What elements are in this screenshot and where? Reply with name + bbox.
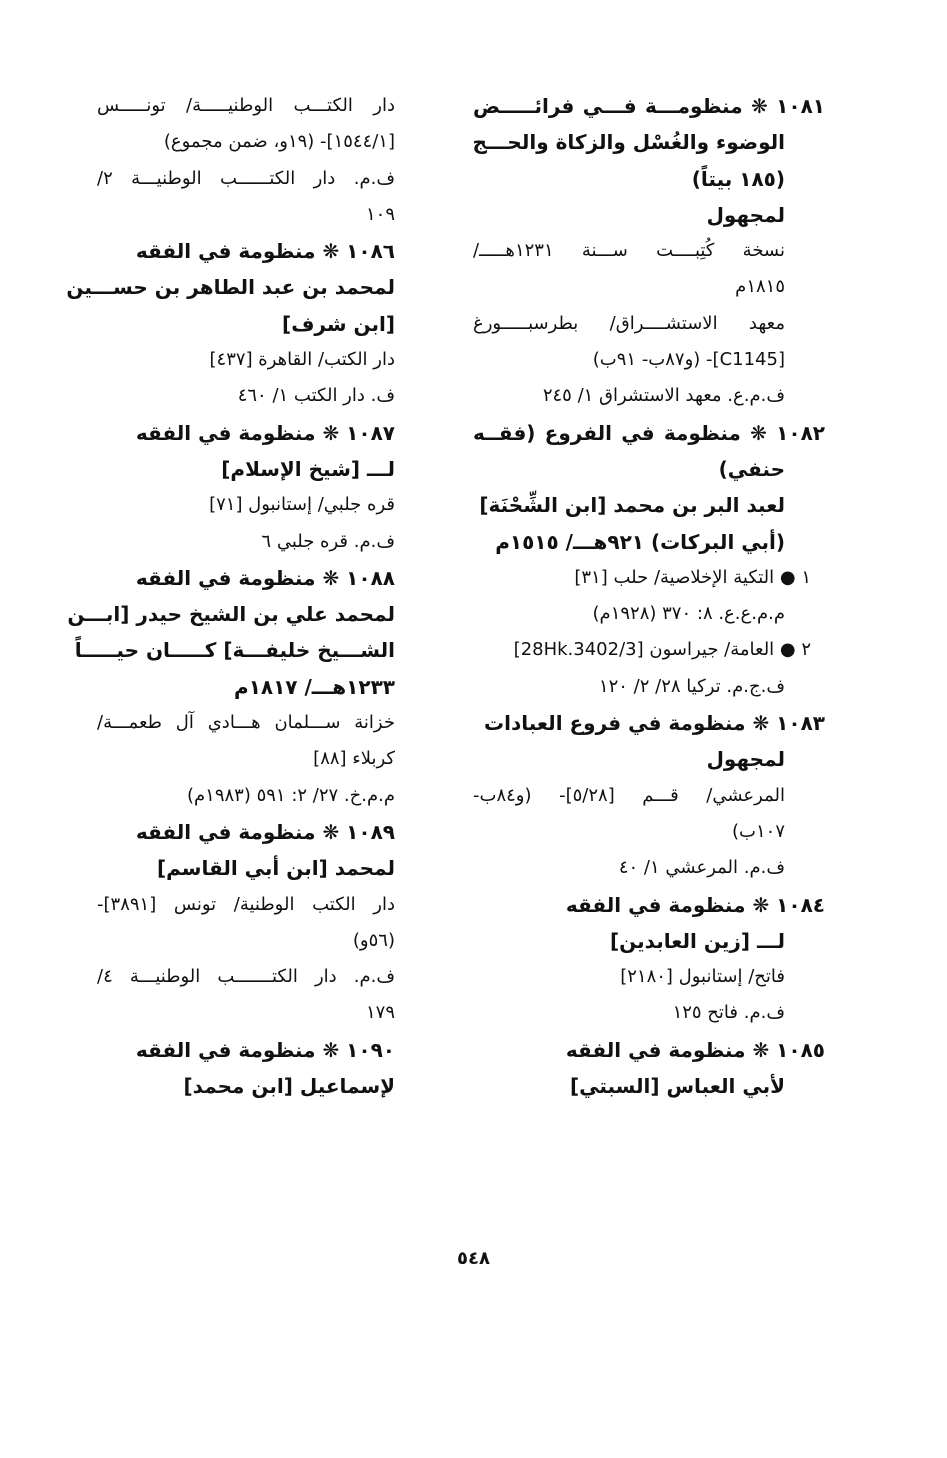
entry-heading-line: ١٠٨٤ ❋ منظومة في الفقه [565,892,825,917]
entry-text-line: ١٠٩ [365,203,395,225]
entry-text-line: ١٧٩ [365,1002,395,1024]
entry-text-line: ١ ● التكية الإخلاصية/ حلب [٣١] [574,566,811,588]
entry-heading-line: لـــ [شيخ الإسلام] [221,456,395,481]
entry-heading-line: ١٠٨٢ ❋ منظومة في الفروع (فقــه [473,420,825,445]
entry-text-line: ف.ج.م. تركيا ٢٨/ ٢/ ١٢٠ [598,675,785,697]
entry-text-line: ف.م.ع. معهد الاستشراق ١/ ٢٤٥ [542,385,785,407]
entry-heading-line: الوضوء والغُسْل والزكاة والحـــج [472,130,785,155]
entry-text-line: ف.م. قره جلبي ٦ [261,530,395,552]
entry-text-line: ١٨١٥م [735,276,785,298]
entry-heading-line: (١٨٥ بيتاً) [691,166,785,191]
entry-heading-line: لمحمد علي بن الشيخ حيدر [ابـــن [67,602,395,627]
entry-heading-line: (أبي البركات) ٩٢١هـــ/ ١٥١٥م [495,529,785,554]
entry-text-line: [C1145]- (و٨٧ب- ٩١ب) [592,349,785,371]
entry-text-line: معهد الاستشــــراق/ بطرسبـــــورغ [473,312,785,334]
entry-text-line: ف. دار الكتب ١/ ٤٦٠ [237,385,395,407]
entry-heading-line: لأبي العباس [السبتي] [569,1074,785,1099]
entry-text-line: (٥٦و) [352,929,395,951]
entry-heading-line: لمجهول [706,747,785,772]
entry-heading-line: ١٠٨١ ❋ منظومـــة فـــي فرائـــــض [473,94,825,118]
entry-heading-line: ١٠٨٨ ❋ منظومة في الفقه [135,565,395,590]
entry-text-line: كربلاء [٨٨] [313,748,395,770]
entry-heading-line: حنفي) [718,456,785,481]
entry-heading-line: لعبد البر بن محمد [ابن الشِّحْنَة] [479,493,785,518]
entry-text-line: قره جلبي/ إستانبول [٧١] [209,494,395,516]
entry-heading-line: ١٠٨٦ ❋ منظومة في الفقه [135,239,395,264]
entry-heading-line: لإسماعيل [ابن محمد] [183,1074,395,1099]
entry-text-line: المرعشي/ قـــم [٥/٢٨]- (و٨٤ب- [473,784,785,806]
entry-text-line: فاتح/ إستانبول [٢١٨٠] [620,966,785,988]
entry-text-line: دار الكتب/ القاهرة [٤٣٧] [209,349,395,371]
entry-text-line: ف.م. دار الكتـــــــب الوطنيـــة ٤/ [97,966,395,988]
entry-heading-line: ١٠٨٣ ❋ منظومة في فروع العبادات [484,711,825,736]
entry-text-line: خزانة ســـلمان هـــادي آل طعمـــة/ [97,712,395,734]
entry-heading-line: لمجهول [706,202,785,227]
entry-text-line: نسخة كُتِبــــت ســـنة ١٢٣١هـــــ/ [473,240,785,262]
entry-text-line: م.م.ع.ع. ٨: ٣٧٠ (١٩٢٨م) [592,603,785,625]
page-number: ٥٤٨ [457,1248,490,1269]
entry-heading-line: ١٠٨٩ ❋ منظومة في الفقه [135,819,395,844]
entry-text-line: ف.م. فاتح ١٢٥ [672,1002,785,1024]
entry-text-line: م.م.خ. ٢٧/ ٢: ٥٩١ (١٩٨٣م) [186,784,395,806]
entry-heading-line: [ابن شرف] [282,311,395,336]
entry-heading-line: ١٠٩٠ ❋ منظومة في الفقه [135,1037,395,1062]
entry-heading-line: لمحمد بن عبد الطاهر بن حســـين [66,275,395,300]
entry-text-line: ف.م. دار الكتــــــب الوطنيـــة ٢/ [97,167,395,189]
entry-text-line: دار الكتب الوطنية/ تونس [٣٨٩١]- [97,893,395,915]
entry-heading-line: ١٠٨٧ ❋ منظومة في الفقه [135,420,395,445]
entry-text-line: ٢ ● العامة/ جيراسون [28Hk.3402/3] [513,639,811,661]
entry-text-line: ١٠٧ب) [732,820,785,842]
entry-text-line: [١٥٤٤/١]- (١٩و، ضمن مجموع) [163,131,395,153]
left-column [66,88,395,1104]
entry-heading-line: ١٠٨٥ ❋ منظومة في الفقه [565,1037,825,1062]
entry-text-line: دار الكتـــب الوطنيـــــة/ تونـــــس [97,95,395,116]
entry-heading-line: ١٢٣٣هـــ/ ١٨١٧م [234,674,395,699]
entry-heading-line: لمحمد [ابن أبي القاسم] [156,856,395,881]
right-column [473,88,825,1104]
entry-heading-line: الشـــيخ خليفـــة] كـــــان حيـــــاً [74,638,395,663]
entry-heading-line: لـــ [زين العابدين] [610,928,785,953]
entry-text-line: ف.م. المرعشي ١/ ٤٠ [618,857,785,879]
